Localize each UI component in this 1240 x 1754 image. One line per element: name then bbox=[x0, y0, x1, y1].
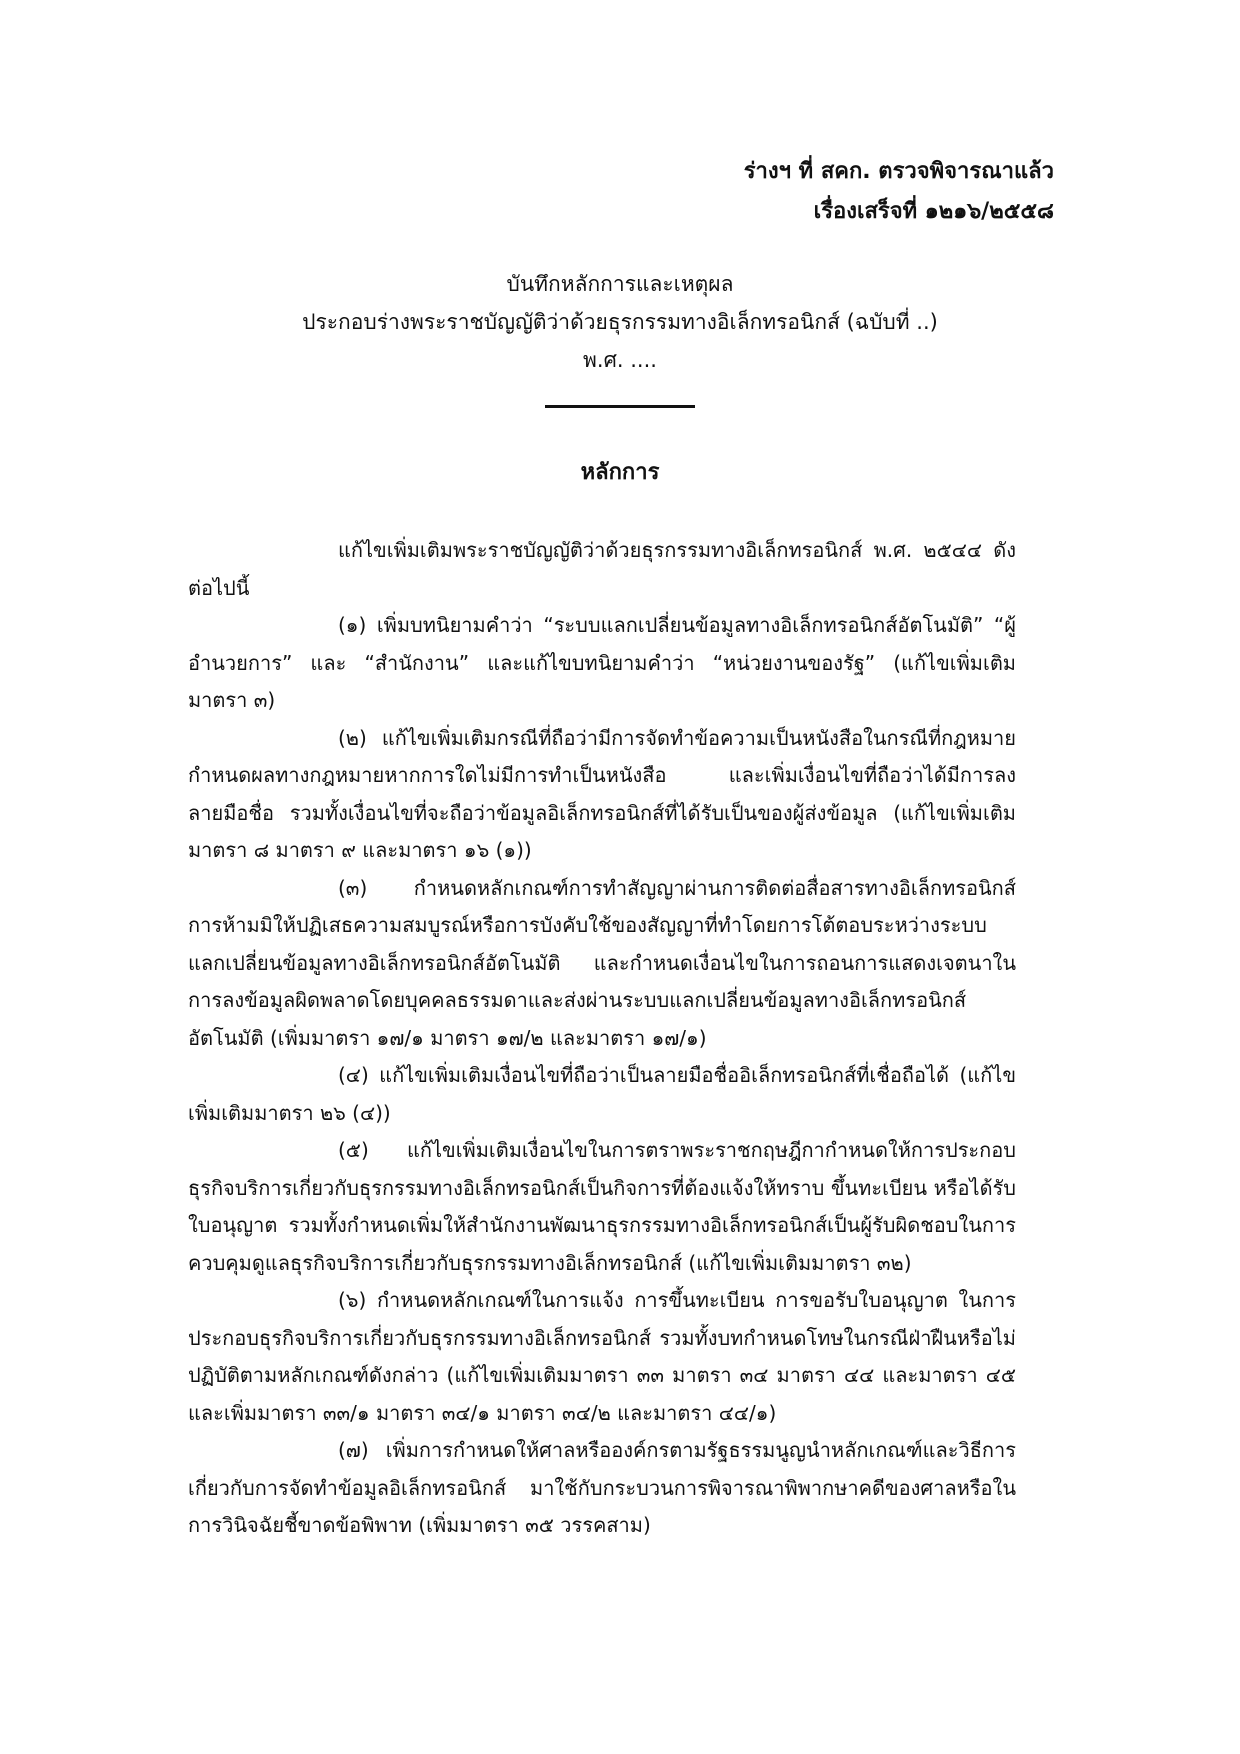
stamp-line-review: ร่างฯ ที่ สคก. ตรวจพิจารณาแล้ว bbox=[743, 159, 1054, 184]
paragraph-item-1: (๑) เพิ่มบทนิยามคำว่า “ระบบแลกเปลี่ยนข้อมูลทางอิเล็กทรอนิกส์อัตโนมัติ” “ผู้อำนวยการ” และ “สำนักงาน” และแก้ไขบทนิยามคำว่า “หน่วยงานของรัฐ” (แก้ไขเพิ่มเติมมาตรา ๓) bbox=[188, 613, 1016, 712]
divider-line bbox=[545, 405, 695, 408]
paragraph-intro: แก้ไขเพิ่มเติมพระราชบัญญัติว่าด้วยธุรกรรมทางอิเล็กทรอนิกส์ พ.ศ. ๒๕๔๔ ดังต่อไปนี้ bbox=[188, 538, 1016, 600]
title-line-memo: บันทึกหลักการและเหตุผล bbox=[506, 272, 734, 296]
paragraph-item-2: (๒) แก้ไขเพิ่มเติมกรณีที่ถือว่ามีการจัดทำข้อความเป็นหนังสือในกรณีที่กฎหมายกำหนดผลทางกฎหมายหากการใดไม่มีการทำเป็นหนังสือ และเพิ่มเงื่อนไขที่ถือว่าได้มีการลงลายมือชื่อ รวมทั้งเงื่อนไขที่จะถือว่าข้อมูลอิเล็กทรอนิกส์ที่ได้รับเป็นของผู้ส่งข้อมูล (แก้ไขเพิ่มเติมมาตรา ๘ มาตรา ๙ และมาตรา ๑๖ (๑)) bbox=[188, 725, 1016, 862]
title-line-year: พ.ศ. .... bbox=[583, 348, 657, 372]
paragraph-item-7: (๗) เพิ่มการกำหนดให้ศาลหรือองค์กรตามรัฐธรรมนูญนำหลักเกณฑ์และวิธีการเกี่ยวกับการจัดทำข้อมูลอิเล็กทรอนิกส์ มาใช้กับกระบวนการพิจารณาพิพากษาคดีของศาลหรือในการวินิจฉัยชี้ขาดข้อพิพาท (เพิ่มมาตรา ๓๕ วรรคสาม) bbox=[188, 1438, 1016, 1537]
paragraph-item-6: (๖) กำหนดหลักเกณฑ์ในการแจ้ง การขึ้นทะเบียน การขอรับใบอนุญาต ในการประกอบธุรกิจบริการเกี่ยวกับธุรกรรมทางอิเล็กทรอนิกส์ รวมทั้งบทกำหนดโทษในกรณีฝ่าฝืนหรือไม่ปฏิบัติตามหลักเกณฑ์ดังกล่าว (แก้ไขเพิ่มเติมมาตรา ๓๓ มาตรา ๓๔ มาตรา ๔๔ และมาตรา ๔๕ และเพิ่มมาตรา ๓๓/๑ มาตรา ๓๔/๑ มาตรา ๓๔/๒ และมาตรา ๔๔/๑) bbox=[188, 1288, 1016, 1425]
principles-body bbox=[188, 532, 1016, 1545]
paragraph-item-4: (๔) แก้ไขเพิ่มเติมเงื่อนไขที่ถือว่าเป็นลายมือชื่ออิเล็กทรอนิกส์ที่เชื่อถือได้ (แก้ไขเพิ่มเติมมาตรา ๒๖ (๔)) bbox=[188, 1063, 1016, 1125]
stamp-line-completed: เรื่องเสร็จที่ ๑๒๑๖/๒๕๕๘ bbox=[813, 199, 1054, 224]
paragraph-item-5: (๕) แก้ไขเพิ่มเติมเงื่อนไขในการตราพระราชกฤษฎีกากำหนดให้การประกอบธุรกิจบริการเกี่ยวกับธุรกรรมทางอิเล็กทรอนิกส์เป็นกิจการที่ต้องแจ้งให้ทราบ ขึ้นทะเบียน หรือได้รับใบอนุญาต รวมทั้งกำหนดเพิ่มให้สำนักงานพัฒนาธุรกรรมทางอิเล็กทรอนิกส์เป็นผู้รับผิดชอบในการควบคุมดูแลธุรกิจบริการเกี่ยวกับธุรกรรมทางอิเล็กทรอนิกส์ (แก้ไขเพิ่มเติมมาตรา ๓๒) bbox=[188, 1138, 1016, 1275]
document-title bbox=[0, 265, 1240, 379]
draft-stamp bbox=[744, 152, 1054, 232]
title-line-act: ประกอบร่างพระราชบัญญัติว่าด้วยธุรกรรมทางอิเล็กทรอนิกส์ (ฉบับที่ ..) bbox=[302, 310, 938, 334]
paragraph-item-3: (๓) กำหนดหลักเกณฑ์การทำสัญญาผ่านการติดต่อสื่อสารทางอิเล็กทรอนิกส์ การห้ามมิให้ปฏิเสธความสมบูรณ์หรือการบังคับใช้ของสัญญาที่ทำโดยการโต้ตอบระหว่างระบบแลกเปลี่ยนข้อมูลทางอิเล็กทรอนิกส์อัตโนมัติ และกำหนดเงื่อนไขในการถอนการแสดงเจตนาในการลงข้อมูลผิดพลาดโดยบุคคลธรรมดาและส่งผ่านระบบแลกเปลี่ยนข้อมูลทางอิเล็กทรอนิกส์อัตโนมัติ (เพิ่มมาตรา ๑๗/๑ มาตรา ๑๗/๒ และมาตรา ๑๗/๑) bbox=[188, 875, 1016, 1050]
section-heading: หลักการ bbox=[580, 460, 660, 485]
